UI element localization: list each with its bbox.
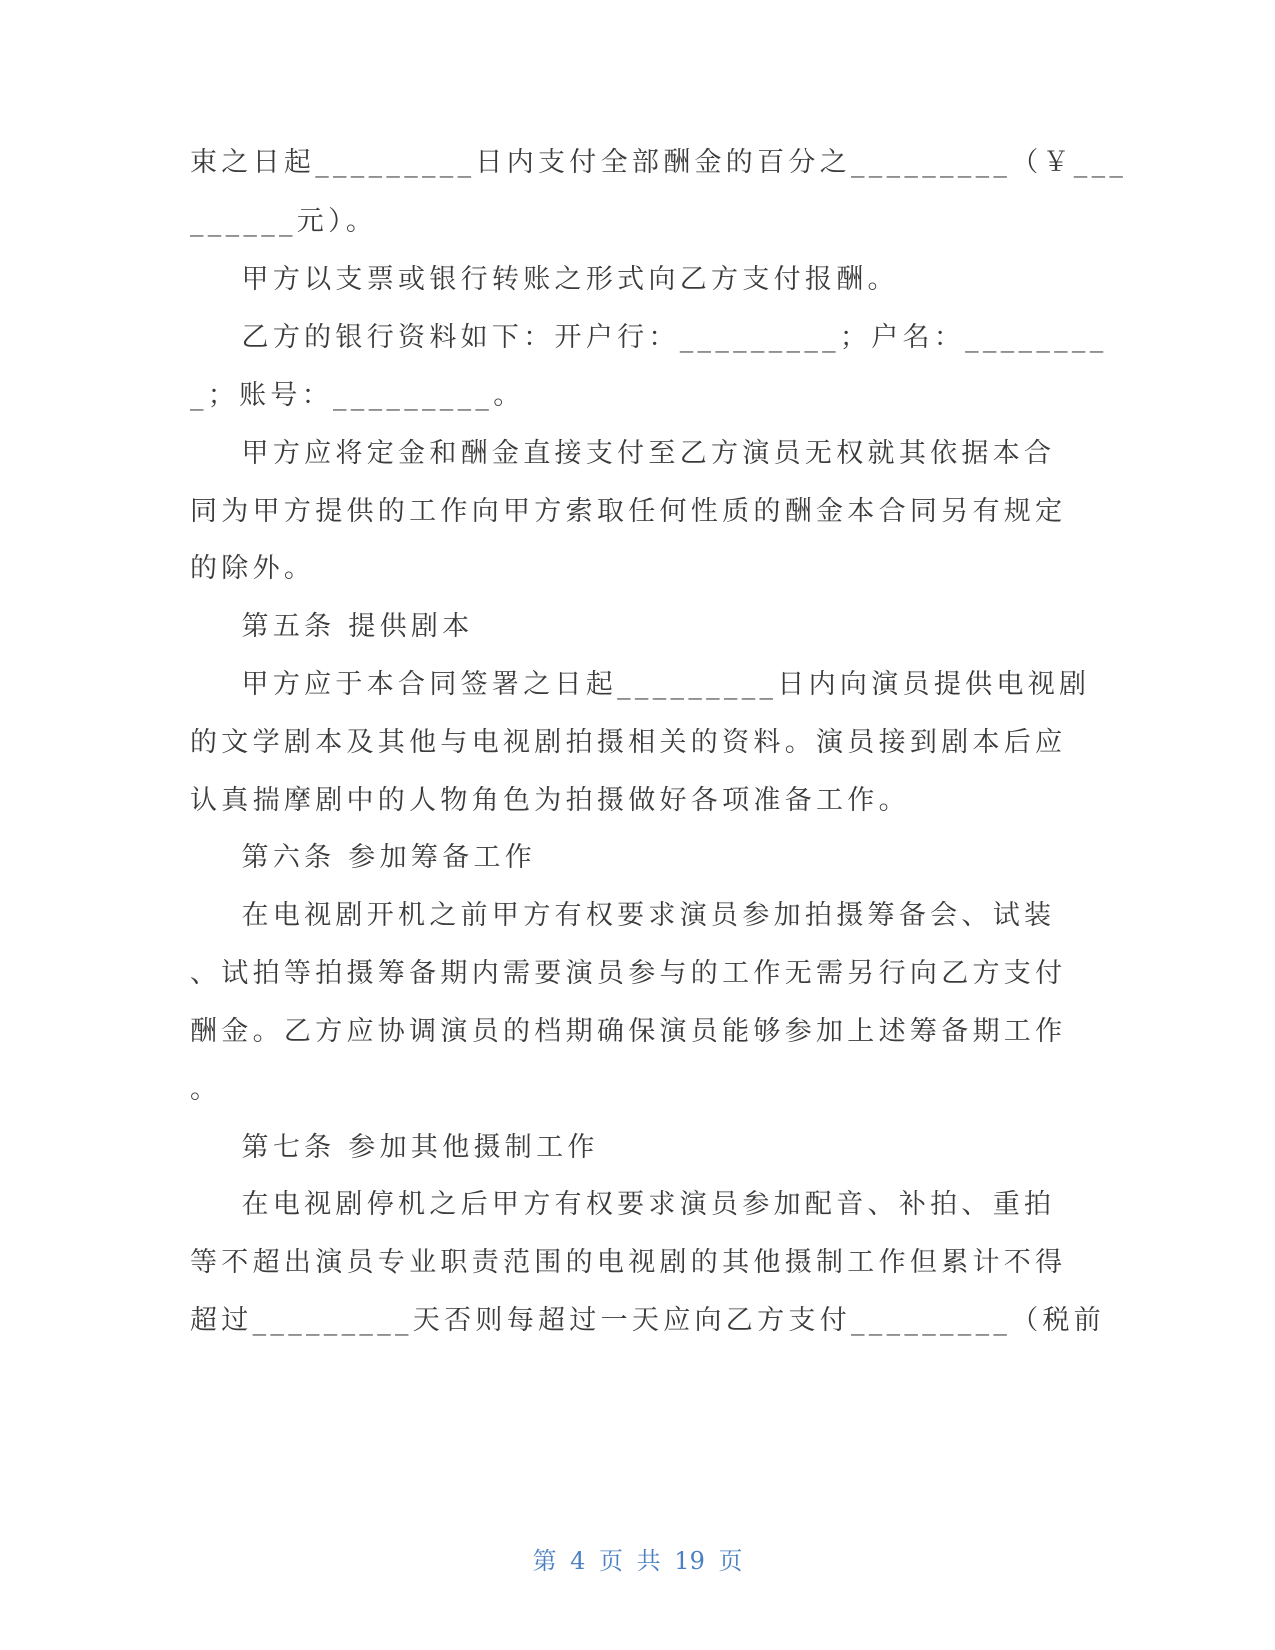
text-line: 束之日起_________日内支付全部酬金的百分之_________（￥___ <box>190 147 1128 178</box>
text-line: ______元）。 <box>190 206 378 237</box>
text-line: 甲方应将定金和酬金直接支付至乙方演员无权就其依据本合 <box>190 438 1056 469</box>
text-line: 超过_________天否则每超过一天应向乙方支付_________（税前 <box>190 1305 1106 1336</box>
text-line: 在电视剧停机之后甲方有权要求演员参加配音、补拍、重拍 <box>190 1189 1056 1220</box>
text-line: _；账号：_________。 <box>190 380 525 411</box>
text-line: 、试拍等拍摄筹备期内需要演员参与的工作无需另行向乙方支付 <box>190 958 1067 989</box>
page-number-footer: 第 4 页 共 19 页 <box>532 1547 743 1575</box>
section-heading: 第六条 参加筹备工作 <box>190 842 537 873</box>
text-line: 甲方以支票或银行转账之形式向乙方支付报酬。 <box>190 264 899 295</box>
text-line: 甲方应于本合同签署之日起_________日内向演员提供电视剧 <box>190 669 1091 700</box>
text-line: 认真揣摩剧中的人物角色为拍摄做好各项准备工作。 <box>190 785 910 816</box>
text-line: 。 <box>190 1074 222 1105</box>
section-heading: 第七条 参加其他摄制工作 <box>190 1132 599 1163</box>
text-line: 酬金。乙方应协调演员的档期确保演员能够参加上述筹备期工作 <box>190 1016 1067 1047</box>
text-line: 的除外。 <box>190 553 316 584</box>
section-heading: 第五条 提供剧本 <box>190 611 474 642</box>
text-line: 同为甲方提供的工作向甲方索取任何性质的酬金本合同另有规定 <box>190 496 1067 527</box>
text-line: 在电视剧开机之前甲方有权要求演员参加拍摄筹备会、试装 <box>190 900 1056 931</box>
text-line: 等不超出演员专业职责范围的电视剧的其他摄制工作但累计不得 <box>190 1247 1067 1278</box>
text-line: 乙方的银行资料如下：开户行：_________；户名：________ <box>190 322 1108 353</box>
text-line: 的文学剧本及其他与电视剧拍摄相关的资料。演员接到剧本后应 <box>190 727 1067 758</box>
